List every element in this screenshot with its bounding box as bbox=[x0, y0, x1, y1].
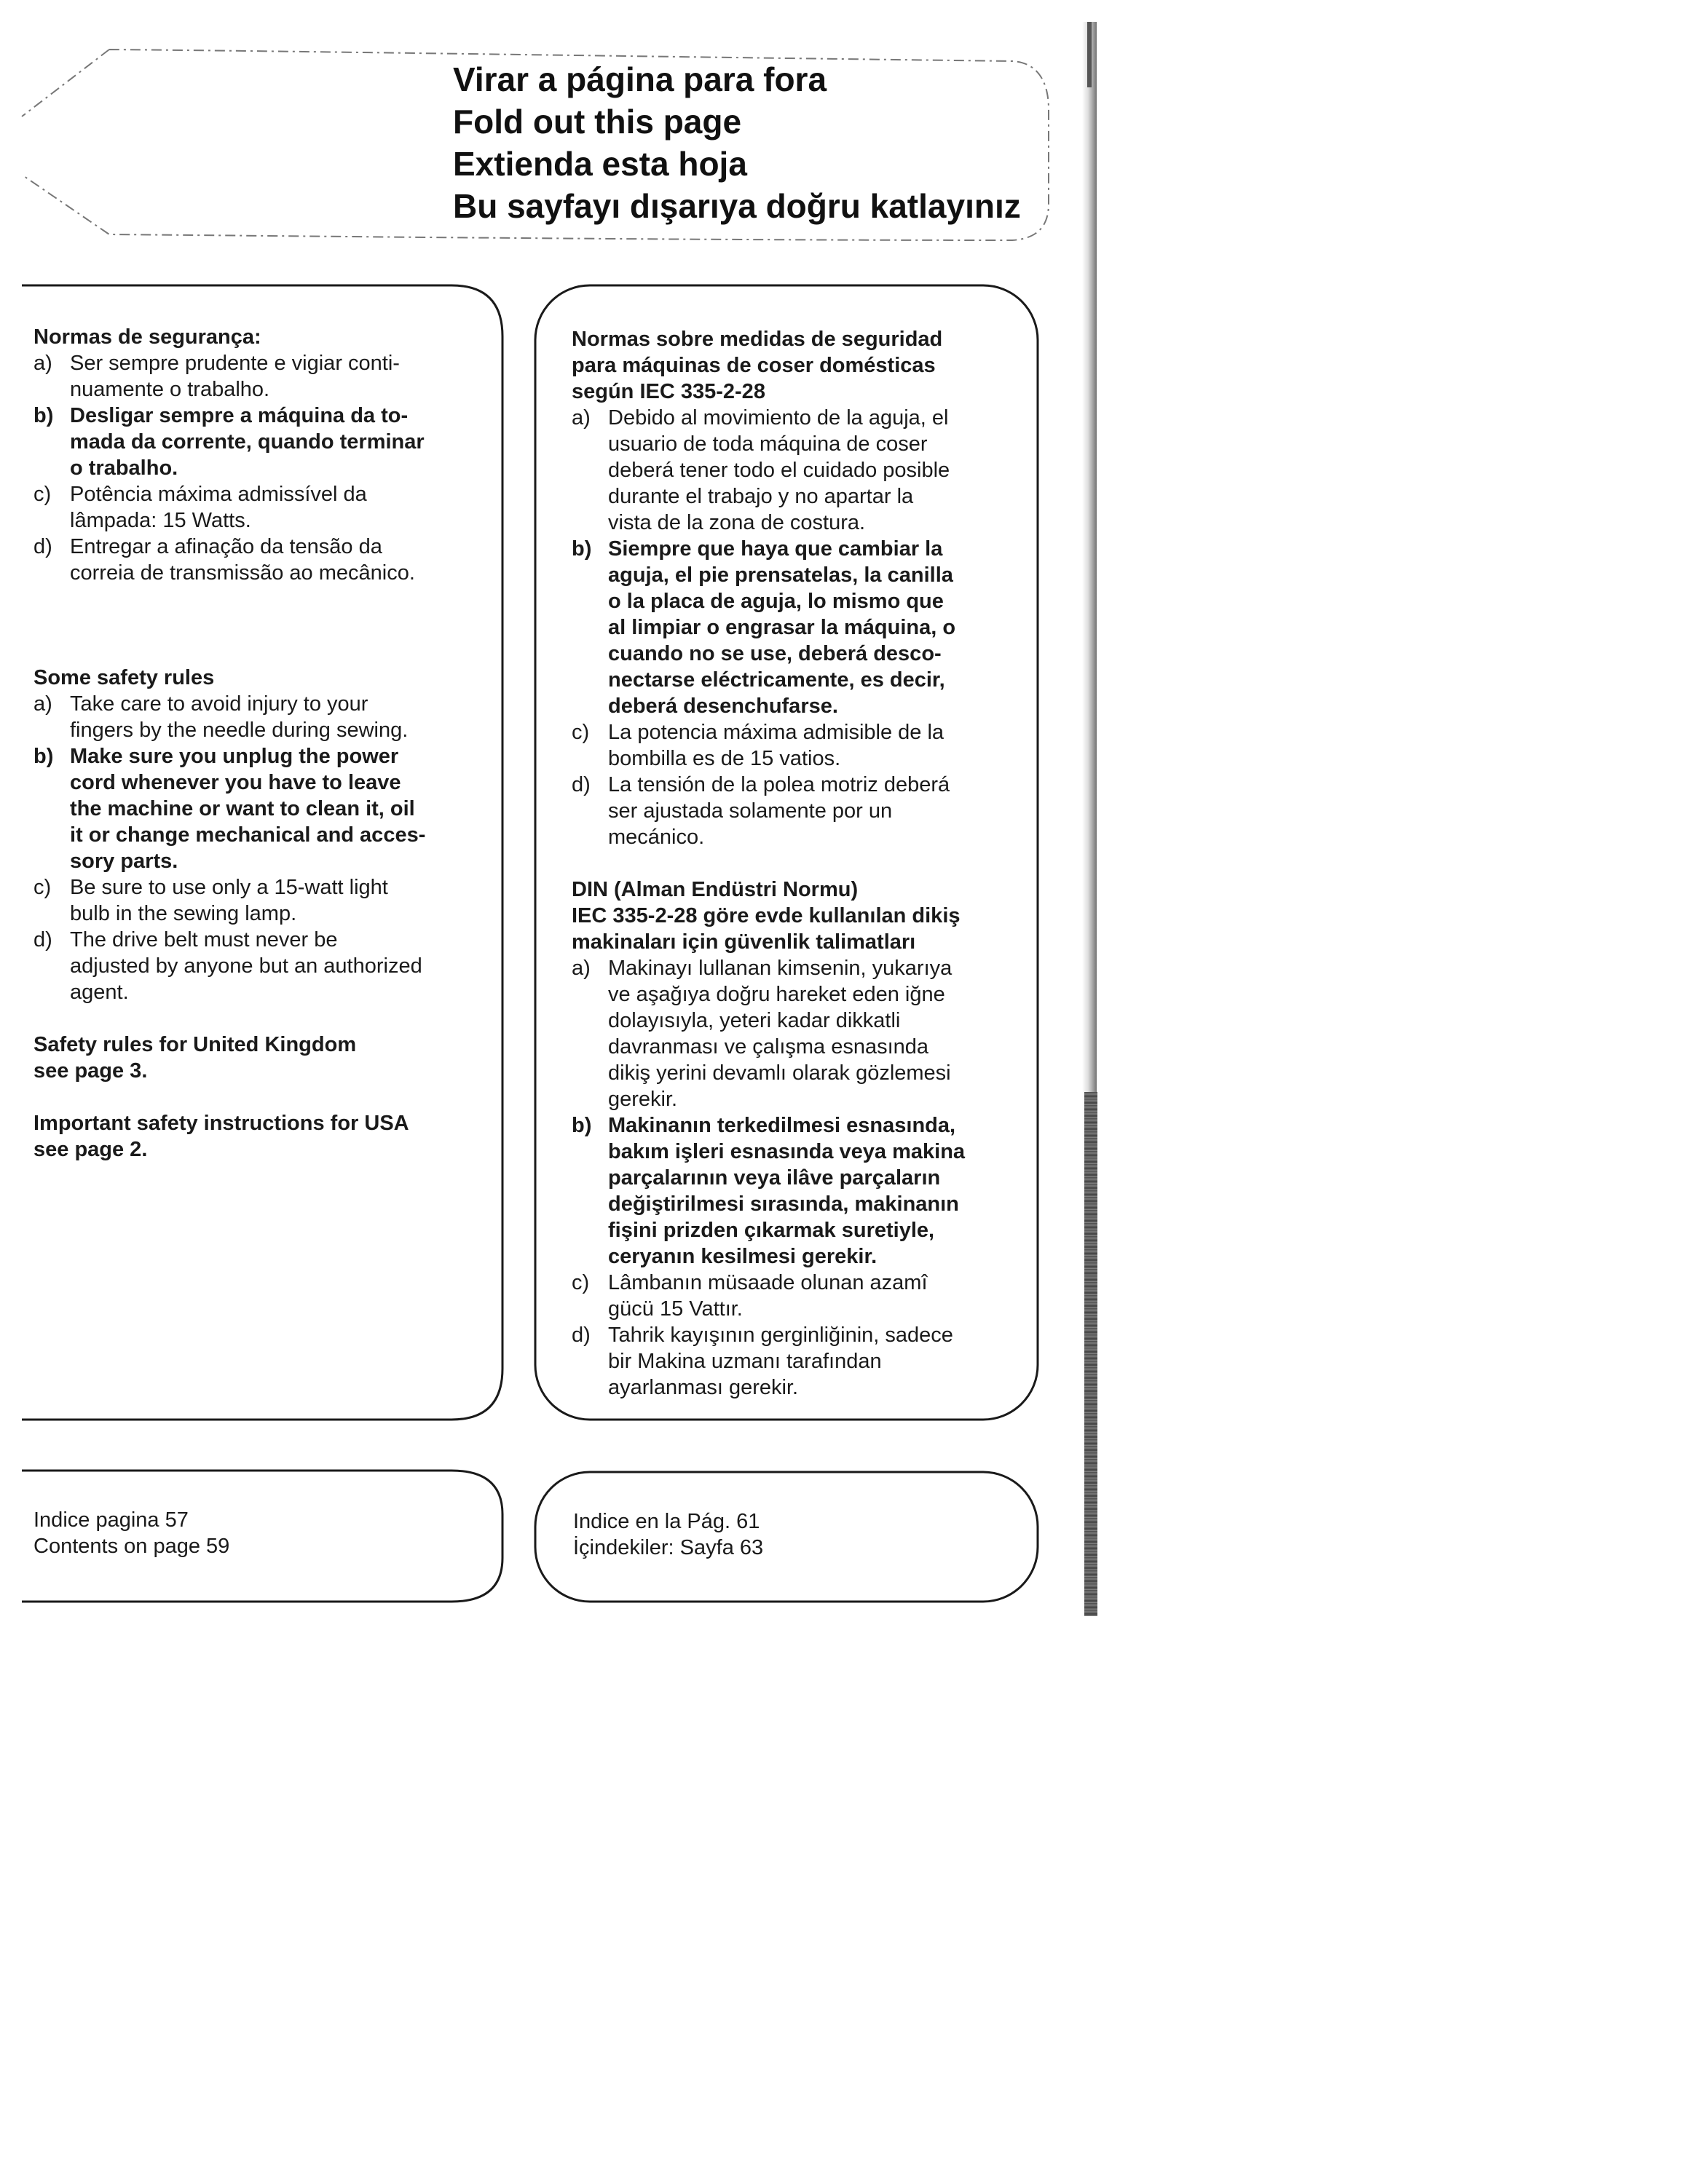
item-line: sory parts. bbox=[70, 850, 178, 873]
heading-line: DIN (Alman Endüstri Normu) bbox=[572, 878, 859, 901]
item-label: a) bbox=[33, 692, 52, 716]
item-line: Siempre que haya que cambiar la bbox=[608, 537, 943, 561]
item-line: nectarse eléctricamente, es decir, bbox=[608, 668, 945, 692]
banner-line-pt: Virar a página para fora bbox=[453, 60, 827, 98]
note-line: see page 2. bbox=[33, 1138, 148, 1161]
item-label: b) bbox=[572, 537, 592, 561]
item-line: o la placa de aguja, lo mismo que bbox=[608, 590, 944, 613]
item-line: La potencia máxima admisible de la bbox=[608, 721, 944, 744]
en-item-d bbox=[33, 927, 500, 1005]
es-safety-heading bbox=[572, 326, 1038, 405]
item-label: d) bbox=[33, 928, 52, 951]
pt-item-c bbox=[33, 481, 500, 534]
en-item-c bbox=[33, 874, 500, 927]
right-panel-content bbox=[572, 326, 1038, 1401]
es-item-c bbox=[572, 719, 1038, 772]
item-line: ser ajustada solamente por un bbox=[608, 799, 893, 823]
item-line: parçalarının veya ilâve parçaların bbox=[608, 1166, 941, 1190]
left-index-content bbox=[33, 1507, 470, 1559]
scan-edge-texture bbox=[1084, 1092, 1097, 1616]
item-line: nuamente o trabalho. bbox=[70, 378, 270, 401]
item-label: c) bbox=[33, 876, 52, 899]
item-line: davranması ve çalışma esnasında bbox=[608, 1035, 929, 1059]
item-label: d) bbox=[33, 535, 52, 558]
item-line: vista de la zona de costura. bbox=[608, 511, 866, 534]
item-line: La tensión de la polea motriz deberá bbox=[608, 773, 950, 796]
item-line: dolayısıyla, yeteri kadar dikkatli bbox=[608, 1009, 901, 1032]
uk-safety-note bbox=[33, 1032, 500, 1084]
item-label: b) bbox=[33, 404, 54, 427]
item-line: ve aşağıya doğru hareket eden iğne bbox=[608, 983, 945, 1006]
item-line: bombilla es de 15 vatios. bbox=[608, 747, 841, 770]
item-line: bir Makina uzmanı tarafından bbox=[608, 1350, 882, 1373]
item-label: d) bbox=[572, 1324, 591, 1347]
item-line: Debido al movimiento de la aguja, el bbox=[608, 406, 949, 430]
item-line: Potência máxima admissível da bbox=[70, 483, 367, 506]
es-item-d bbox=[572, 772, 1038, 850]
left-panel-content bbox=[33, 324, 500, 1163]
item-label: a) bbox=[572, 406, 591, 430]
note-line: Important safety instructions for USA bbox=[33, 1112, 409, 1135]
item-line: bulb in the sewing lamp. bbox=[70, 902, 297, 925]
item-line: fişini prizden çıkarmak suretiyle, bbox=[608, 1219, 935, 1242]
item-line: mecánico. bbox=[608, 826, 705, 849]
item-label: d) bbox=[572, 773, 591, 796]
item-line: Take care to avoid injury to your bbox=[70, 692, 368, 716]
note-line: see page 3. bbox=[33, 1059, 148, 1083]
index-pt-line: Indice pagina 57 bbox=[33, 1508, 189, 1532]
item-line: cuando no se use, deberá desco- bbox=[608, 642, 942, 665]
item-line: deberá desenchufarse. bbox=[608, 695, 838, 718]
item-line: Desligar sempre a máquina da to- bbox=[70, 404, 409, 427]
item-line: deberá tener todo el cuidado posible bbox=[608, 459, 950, 482]
item-line: o trabalho. bbox=[70, 456, 178, 480]
item-line: lâmpada: 15 Watts. bbox=[70, 509, 251, 532]
right-index-content bbox=[573, 1508, 1010, 1561]
en-item-b bbox=[33, 743, 500, 874]
item-label: b) bbox=[33, 745, 54, 768]
usa-safety-note bbox=[33, 1110, 500, 1163]
item-line: al limpiar o engrasar la máquina, o bbox=[608, 616, 956, 639]
fold-out-banner bbox=[453, 58, 1036, 227]
item-label: c) bbox=[572, 1271, 590, 1294]
tr-item-a bbox=[572, 955, 1038, 1112]
tr-item-b bbox=[572, 1112, 1038, 1270]
tr-safety-heading bbox=[572, 877, 1038, 955]
item-line: usuario de toda máquina de coser bbox=[608, 432, 928, 456]
item-line: ceryanın kesilmesi gerekir. bbox=[608, 1245, 877, 1268]
banner-line-es: Extienda esta hoja bbox=[453, 145, 747, 183]
item-line: Entregar a afinação da tensão da bbox=[70, 535, 382, 558]
item-line: correia de transmissão ao mecânico. bbox=[70, 561, 415, 585]
item-label: a) bbox=[572, 957, 591, 980]
heading-line: para máquinas de coser domésticas bbox=[572, 354, 936, 377]
en-item-a bbox=[33, 691, 500, 743]
heading-line: makinaları için güvenlik talimatları bbox=[572, 930, 916, 954]
item-label: a) bbox=[33, 352, 52, 375]
item-line: Make sure you unplug the power bbox=[70, 745, 399, 768]
item-line: aguja, el pie prensatelas, la canilla bbox=[608, 563, 953, 587]
item-line: bakım işleri esnasında veya makina bbox=[608, 1140, 966, 1163]
item-line: the machine or want to clean it, oil bbox=[70, 797, 415, 820]
banner-line-tr: Bu sayfayı dışarıya doğru katlayınız bbox=[453, 187, 1021, 225]
item-line: it or change mechanical and acces- bbox=[70, 823, 426, 847]
pt-item-d bbox=[33, 534, 500, 586]
en-safety-heading: Some safety rules bbox=[33, 666, 215, 689]
item-label: c) bbox=[572, 721, 590, 744]
scan-edge-top-mark bbox=[1087, 22, 1092, 87]
item-line: agent. bbox=[70, 981, 129, 1004]
item-line: cord whenever you have to leave bbox=[70, 771, 401, 794]
item-label: b) bbox=[572, 1114, 592, 1137]
item-line: gücü 15 Vattır. bbox=[608, 1297, 743, 1321]
item-label: c) bbox=[33, 483, 52, 506]
item-line: Be sure to use only a 15-watt light bbox=[70, 876, 388, 899]
note-line: Safety rules for United Kingdom bbox=[33, 1033, 357, 1056]
pt-item-a bbox=[33, 350, 500, 403]
es-item-a bbox=[572, 405, 1038, 536]
item-line: değiştirilmesi sırasında, makinanın bbox=[608, 1192, 959, 1216]
tr-item-c bbox=[572, 1270, 1038, 1322]
item-line: The drive belt must never be bbox=[70, 928, 338, 951]
pt-item-b bbox=[33, 403, 500, 481]
item-line: Lâmbanın müsaade olunan azamî bbox=[608, 1271, 928, 1294]
pt-safety-heading: Normas de segurança: bbox=[33, 325, 261, 349]
heading-line: IEC 335-2-28 göre evde kullanılan dikiş bbox=[572, 904, 961, 927]
item-line: dikiş yerini devamlı olarak gözlemesi bbox=[608, 1061, 951, 1085]
item-line: fingers by the needle during sewing. bbox=[70, 719, 409, 742]
item-line: Makinanın terkedilmesi esnasında, bbox=[608, 1114, 956, 1137]
item-line: adjusted by anyone but an authorized bbox=[70, 954, 422, 978]
heading-line: Normas sobre medidas de seguridad bbox=[572, 328, 943, 351]
index-en-line: Contents on page 59 bbox=[33, 1535, 230, 1558]
item-line: Tahrik kayışının gerginliğinin, sadece bbox=[608, 1324, 953, 1347]
item-line: Makinayı lullanan kimsenin, yukarıya bbox=[608, 957, 953, 980]
tr-item-d bbox=[572, 1322, 1038, 1401]
item-line: durante el trabajo y no apartar la bbox=[608, 485, 914, 508]
item-line: mada da corrente, quando terminar bbox=[70, 430, 425, 454]
es-item-b bbox=[572, 536, 1038, 719]
index-es-line: Indice en la Pág. 61 bbox=[573, 1510, 760, 1533]
item-line: gerekir. bbox=[608, 1088, 678, 1111]
banner-line-en: Fold out this page bbox=[453, 103, 742, 141]
item-line: ayarlanması gerekir. bbox=[608, 1376, 799, 1399]
index-tr-line: İçindekiler: Sayfa 63 bbox=[573, 1536, 764, 1559]
heading-line: según IEC 335-2-28 bbox=[572, 380, 765, 403]
item-line: Ser sempre prudente e vigiar conti- bbox=[70, 352, 400, 375]
